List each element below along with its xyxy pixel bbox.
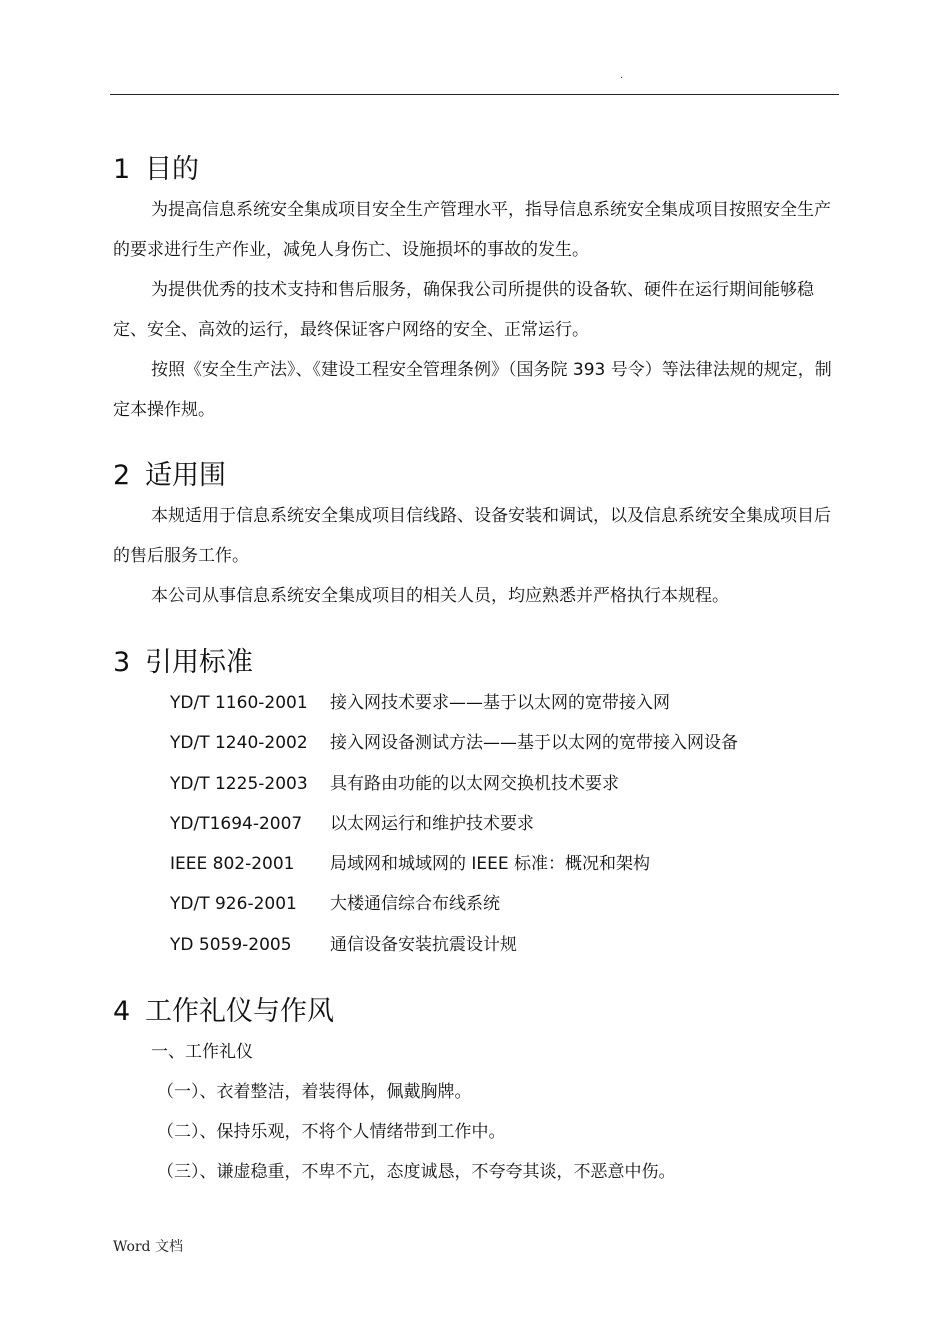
- section-purpose: [113, 150, 843, 430]
- section-title: 适用围: [145, 460, 226, 491]
- standard-title: 局域网和城域网的 IEEE 标准：概况和架构: [330, 854, 651, 875]
- document-body: [113, 150, 843, 1192]
- standard-title: 以太网运行和维护技术要求: [330, 813, 534, 834]
- sub-list-item: （三）、谦虚稳重，不卑不亢，态度诚恳，不夸夸其谈，不恶意中伤。: [157, 1162, 676, 1183]
- paragraph: 本公司从事信息系统安全集成项目的相关人员，均应熟悉并严格执行本规程。: [151, 586, 729, 606]
- section-scope: [113, 456, 843, 616]
- paragraph: 按照《安全生产法》、《建设工程安全管理条例》（国务院 393 号令）等法律法规的规定，制定本操作规。: [113, 360, 832, 420]
- section-number: 2: [113, 460, 131, 491]
- section-title: 引用标准: [145, 647, 253, 678]
- standard-title: 接入网技术要求——基于以太网的宽带接入网: [330, 693, 670, 713]
- section-heading: [113, 643, 843, 683]
- section-number: 3: [113, 647, 131, 678]
- section-etiquette: [113, 992, 843, 1192]
- standard-row: [113, 723, 843, 763]
- header-rule: [110, 94, 839, 95]
- standard-code: IEEE 802-2001: [170, 854, 295, 875]
- standard-title: 具有路由功能的以太网交换机技术要求: [330, 773, 619, 794]
- standard-title: 大楼通信综合布线系统: [330, 894, 500, 915]
- standard-row: [113, 884, 843, 924]
- standard-row: [113, 804, 843, 844]
- standard-title: 通信设备安装抗震设计规: [330, 934, 517, 955]
- section-heading: [113, 456, 843, 496]
- section-title: 目的: [145, 154, 199, 185]
- paragraph: 本规适用于信息系统安全集成项目信线路、设备安装和调试，以及信息系统安全集成项目后的售后服务工作。: [113, 506, 831, 566]
- standard-row: [113, 844, 843, 884]
- standard-code: YD/T 1225-2003: [170, 773, 308, 794]
- page-footer: Word 文档: [113, 1239, 183, 1255]
- sub-list-item: （一）、衣着整洁，着装得体，佩戴胸牌。: [157, 1082, 472, 1103]
- standard-code: YD/T 926-2001: [170, 894, 297, 915]
- paragraph: 为提供优秀的技术支持和售后服务，确保我公司所提供的设备软、硬件在运行期间能够稳定、安全、高效的运行，最终保证客户网络的安全、正常运行。: [113, 280, 814, 340]
- standard-code: YD/T 1160-2001: [170, 693, 308, 713]
- paragraph: 为提高信息系统安全集成项目安全生产管理水平，指导信息系统安全集成项目按照安全生产的要求进行生产作业，减免人身伤亡、设施损坏的事故的发生。: [113, 200, 831, 260]
- section-number: 4: [113, 996, 131, 1028]
- standard-row: [113, 925, 843, 965]
- standard-row: [113, 683, 843, 723]
- standard-code: YD/T 1240-2002: [170, 733, 308, 754]
- list-item: 一、工作礼仪: [151, 1042, 253, 1063]
- header-mark: .: [620, 70, 624, 81]
- section-heading: [113, 150, 843, 190]
- section-title: 工作礼仪与作风: [145, 996, 334, 1028]
- standard-row: [113, 764, 843, 804]
- standard-code: YD/T1694-2007: [170, 813, 303, 834]
- standard-title: 接入网设备测试方法——基于以太网的宽带接入网设备: [330, 733, 738, 754]
- section-references: [113, 643, 843, 965]
- sub-list-item: （二）、保持乐观，不将个人情绪带到工作中。: [157, 1122, 506, 1143]
- section-heading: [113, 992, 843, 1032]
- section-number: 1: [113, 154, 131, 185]
- standard-code: YD 5059-2005: [170, 934, 292, 955]
